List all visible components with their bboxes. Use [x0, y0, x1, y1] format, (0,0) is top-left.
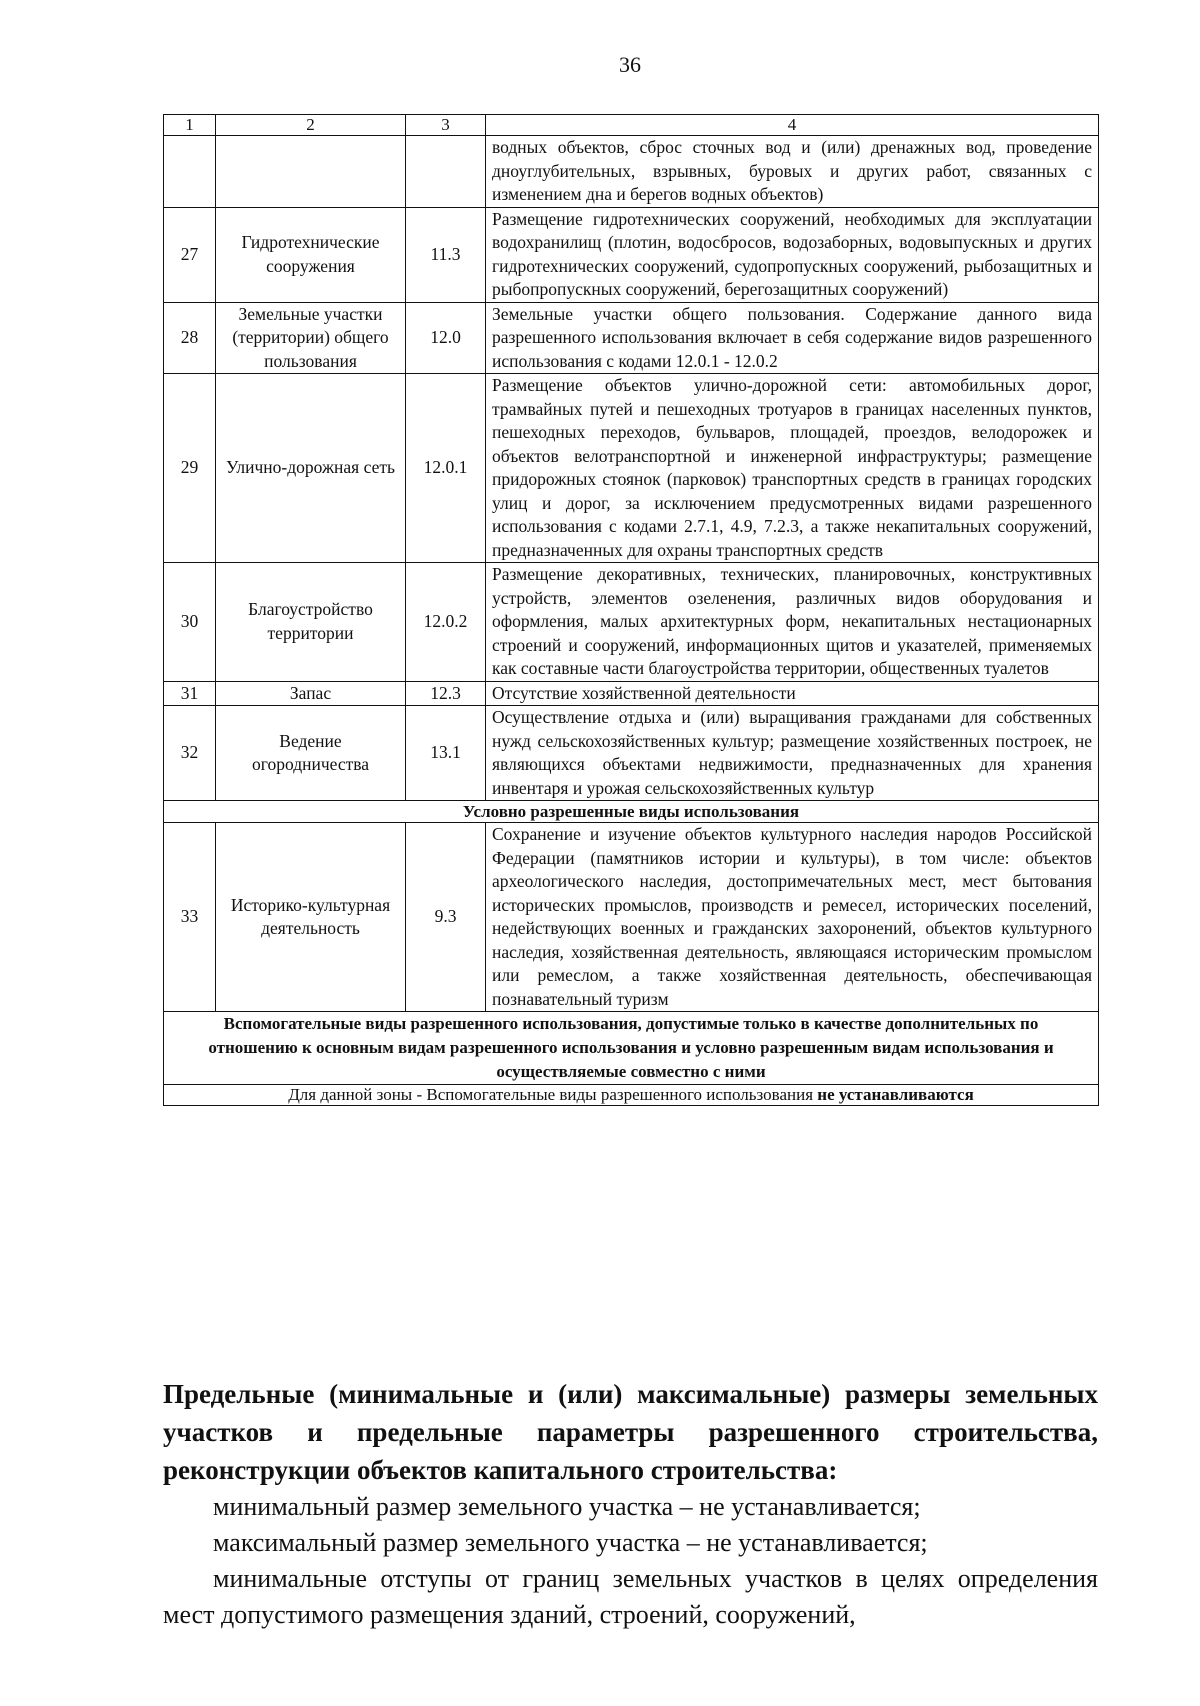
row-number: 30 [164, 563, 216, 682]
auxiliary-note [164, 1085, 1099, 1106]
auxiliary-section-title: Вспомогательные виды разрешенного использования, допустимые только в качестве дополнительных по отношению к основным видам разрешенного использования и условно разрешенным видам использования и осуществляемые совместно с ними [164, 1012, 1099, 1085]
auxiliary-note-row [164, 1085, 1099, 1106]
column-header: 4 [486, 115, 1099, 136]
row-description: Размещение декоративных, технических, планировочных, конструктивных устройств, элементов озеленения, различных видов оборудования и оформления, малых архитектурных форм, некапитальных нестационарных строений и сооружений, информационных щитов и указателей, применяемых как составные части благоустройства территории, общественных туалетов [486, 563, 1099, 682]
paragraph-setbacks: минимальные отступы от границ земельных участков в целях определения мест допустимого размещения зданий, строений, сооружений, [163, 1564, 1098, 1629]
table-row [164, 374, 1099, 563]
row-description: Сохранение и изучение объектов культурного наследия народов Российской Федерации (памятников истории и культуры), в том числе: объектов археологического наследия, достопримечательных мест, мест бытования исторических промыслов, производств и ремесел, исторических поселений, недействующих военных и гражданских захоронений, объектов культурного наследия, хозяйственная деятельность, являющаяся историческим промыслом или ремеслом, а также хозяйственная деятельность, обеспечивающая познавательный туризм [486, 823, 1099, 1012]
table-row [164, 302, 1099, 374]
conditional-section-title: Условно разрешенные виды использования [164, 801, 1099, 823]
row-code: 12.0.2 [406, 563, 486, 682]
row-name: Благоустройство территории [216, 563, 406, 682]
row-number: 33 [164, 823, 216, 1012]
row-number: 27 [164, 207, 216, 302]
row-name: Улично-дорожная сеть [216, 374, 406, 563]
row-code: 13.1 [406, 706, 486, 801]
column-header: 2 [216, 115, 406, 136]
row-description: Земельные участки общего пользования. Содержание данного вида разрешенного использования включает в себя содержание видов разрешенного использования с кодами 12.0.1 - 12.0.2 [486, 302, 1099, 374]
row-number: 29 [164, 374, 216, 563]
row-description: Размещение объектов улично-дорожной сети: автомобильных дорог, трамвайных путей и пешеходных тротуаров в границах населенных пунктов, пешеходных переходов, бульваров, площадей, проездов, велодорожек и объектов велотранспортной и инженерной инфраструктуры; размещение придорожных стоянок (парковок) транспортных средств в границах городских улиц и дорог, за исключением предусмотренных видами разрешенного использования с кодами 2.7.1, 4.9, 7.2.3, а также некапитальных сооружений, предназначенных для охраны транспортных средств [486, 374, 1099, 563]
row-description: водных объектов, сброс сточных вод и (или) дренажных вод, проведение дноуглубительных, взрывных, буровых и других работ, связанных с изменением дна и берегов водных объектов) [486, 136, 1099, 208]
row-name: Земельные участки (территории) общего пользования [216, 302, 406, 374]
row-description: Размещение гидротехнических сооружений, необходимых для эксплуатации водохранилищ (плотин, водосбросов, водозаборных, водовыпускных и других гидротехнических сооружений, судопропускных сооружений, рыбозащитных и рыбопропускных сооружений, берегозащитных сооружений) [486, 207, 1099, 302]
auxiliary-note-text: Для данной зоны - Вспомогательные виды разрешенного использования [288, 1085, 818, 1104]
row-number: 31 [164, 681, 216, 706]
section-header-row [164, 801, 1099, 823]
row-name: Историко-культурная деятельность [216, 823, 406, 1012]
table-row [164, 681, 1099, 706]
paragraph-max-size: максимальный размер земельного участка – не устанавливается; [213, 1528, 928, 1557]
auxiliary-section-row [164, 1012, 1099, 1085]
row-code: 11.3 [406, 207, 486, 302]
page-number: 36 [619, 52, 641, 77]
section-heading: Предельные (минимальные и (или) максимальные) размеры земельных участков и предельные параметры разрешенного строительства, реконструкции объектов капитального строительства: [163, 1379, 1098, 1485]
row-number: 28 [164, 302, 216, 374]
table-row [164, 563, 1099, 682]
table-row-continuation [164, 136, 1099, 208]
column-header: 3 [406, 115, 486, 136]
land-use-table [163, 114, 1099, 1106]
row-code: 9.3 [406, 823, 486, 1012]
row-name: Гидротехнические сооружения [216, 207, 406, 302]
auxiliary-note-bold: не устанавливаются [817, 1085, 974, 1104]
row-number: 32 [164, 706, 216, 801]
row-code: 12.0.1 [406, 374, 486, 563]
table-header-row [164, 115, 1099, 136]
row-code: 12.3 [406, 681, 486, 706]
column-header: 1 [164, 115, 216, 136]
row-description: Отсутствие хозяйственной деятельности [486, 681, 1099, 706]
table-row [164, 207, 1099, 302]
table-row [164, 823, 1099, 1012]
row-name: Ведение огородничества [216, 706, 406, 801]
row-code: 12.0 [406, 302, 486, 374]
table-row [164, 706, 1099, 801]
paragraph-min-size: минимальный размер земельного участка – не устанавливается; [213, 1492, 921, 1521]
row-name: Запас [216, 681, 406, 706]
row-description: Осуществление отдыха и (или) выращивания гражданами для собственных нужд сельскохозяйственных культур; размещение хозяйственных построек, не являющихся объектами недвижимости, предназначенных для хранения инвентаря и урожая сельскохозяйственных культур [486, 706, 1099, 801]
